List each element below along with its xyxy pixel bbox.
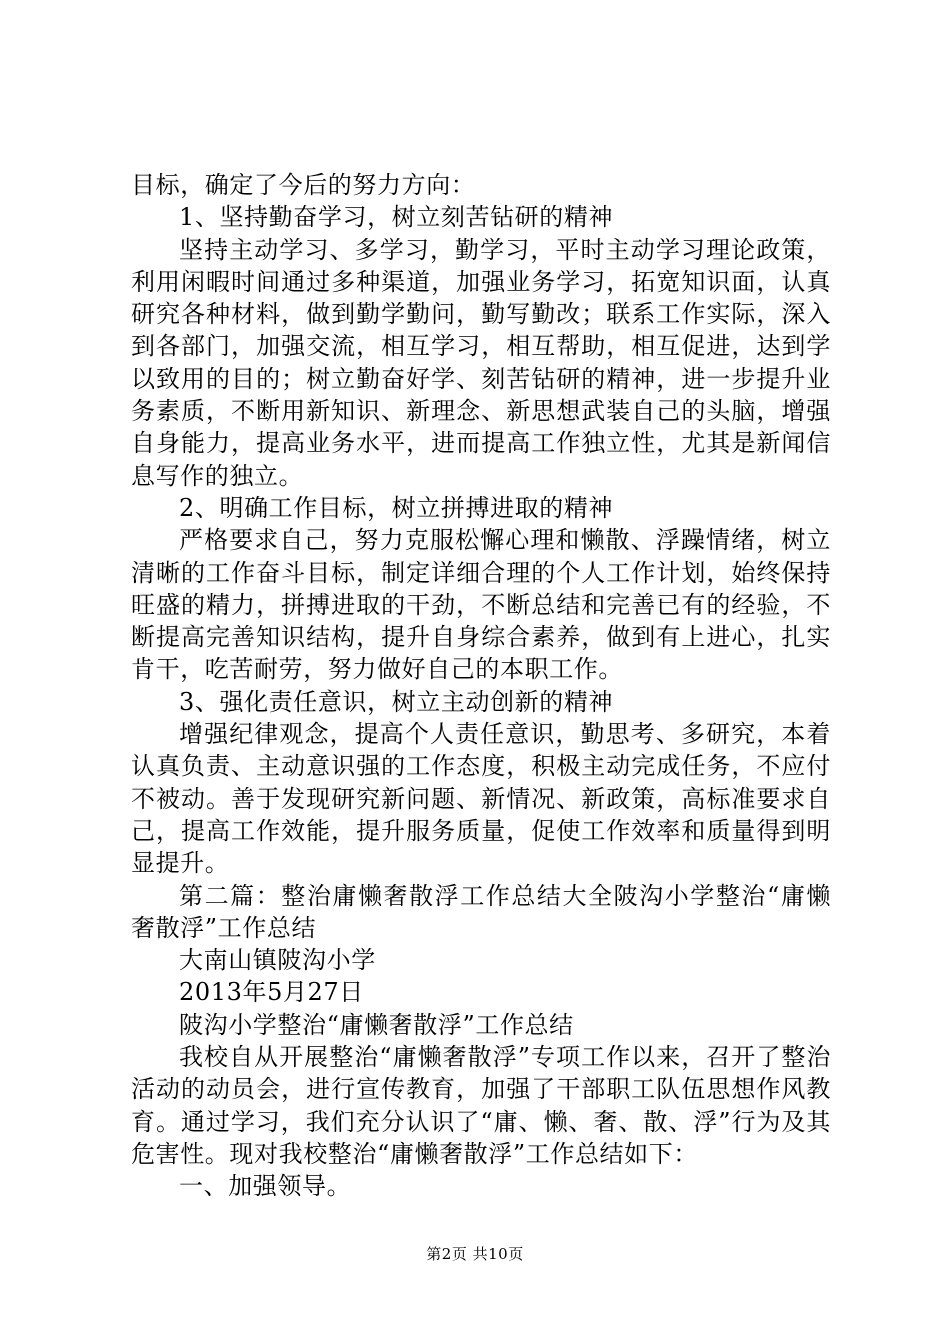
paragraph-summary-intro: 我校自从开展整治“庸懒奢散浮”专项工作以来，召开了整治活动的动员会，进行宣传教育，加强了干部职工队伍思想作风教育。通过学习，我们充分认识了“庸、懒、奢、散、浮”行为及其危害性。现对我校整治“庸懒奢散浮”工作总结如下： [131, 1043, 831, 1168]
document-date: 2013年5月27日 [179, 978, 364, 1007]
paragraph-goals: 严格要求自己，努力克服松懈心理和懒散、浮躁情绪，树立清晰的工作奋斗目标，制定详细合理的个人工作计划，始终保持旺盛的精力，拼搏进取的干劲，不断总结和完善已有的经验，不断提高完善知识结构，提升自身综合素养，做到有上进心，扎实肯干，吃苦耐劳，努力做好自己的本职工作。 [131, 526, 831, 684]
section-heading-3: 3、强化责任意识，树立主动创新的精神 [179, 687, 614, 716]
page-number-footer: 第2页 共10页 [426, 1245, 524, 1263]
summary-title: 陂沟小学整治“庸懒奢散浮”工作总结 [179, 1010, 574, 1039]
section-heading-2: 2、明确工作目标，树立拼搏进取的精神 [179, 493, 614, 522]
school-name: 大南山镇陂沟小学 [179, 946, 376, 975]
section-heading-leadership: 一、加强领导。 [179, 1172, 352, 1201]
paragraph-study: 坚持主动学习、多学习，勤学习，平时主动学习理论政策，利用闲暇时间通过多种渠道，加强业务学习，拓宽知识面，认真研究各种材料，做到勤学勤问，勤写勤改；联系工作实际，深入到各部门，加强交流，相互学习，相互帮助，相互促进，达到学以致用的目的；树立勤奋好学、刻苦钻研的精神，进一步提升业务素质，不断用新知识、新理念、新思想武装自己的头脑，增强自身能力，提高业务水平，进而提高工作独立性，尤其是新闻信息写作的独立。 [131, 235, 831, 490]
section-heading-1: 1、坚持勤奋学习，树立刻苦钻研的精神 [179, 203, 614, 232]
paragraph-responsibility: 增强纪律观念，提高个人责任意识，勤思考、多研究，本着认真负责、主动意识强的工作态度，积极主动完成任务，不应付不被动。善于发现研究新问题、新情况、新政策，高标准要求自己，提高工作效能，提升服务质量，促使工作效率和质量得到明显提升。 [131, 720, 831, 878]
document-body [131, 169, 831, 1203]
chapter-title: 第二篇：整治庸懒奢散浮工作总结大全陂沟小学整治“庸懒奢散浮”工作总结 [131, 881, 831, 942]
paragraph-continuation: 目标，确定了今后的努力方向： [131, 171, 476, 199]
